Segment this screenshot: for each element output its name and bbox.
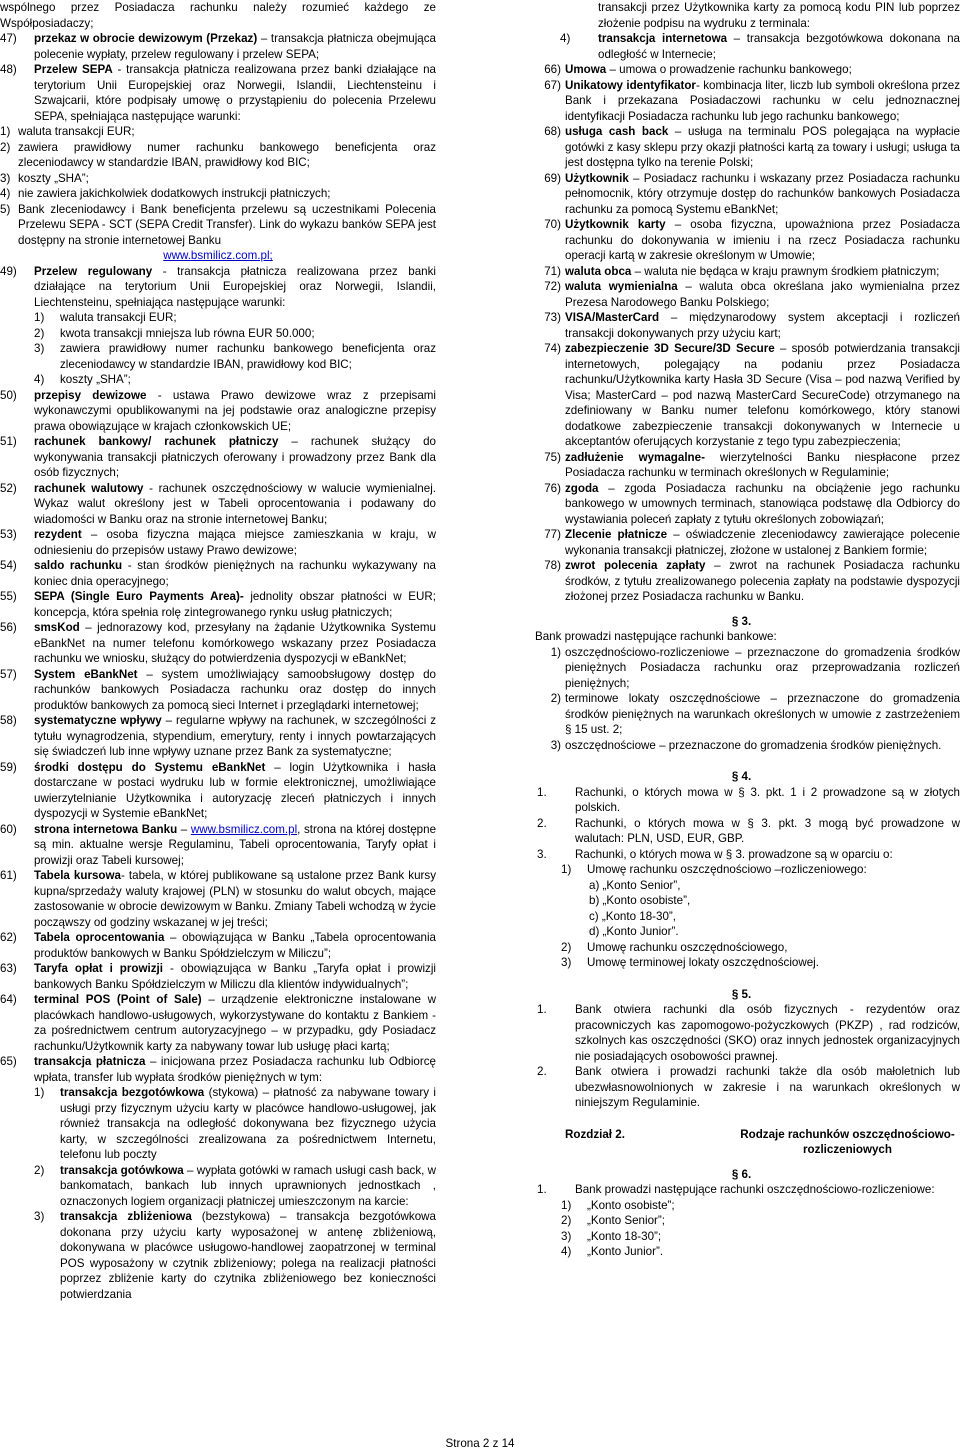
list-item: 72) waluta wymienialna – waluta obca określana jako wymienialna przez Prezesa Narodowego Banku Polskiego; (544, 280, 960, 309)
list-item: 59) środki dostępu do Systemu eBankNet – login Użytkownika i hasła dostarczane w postaci wydruku lub w formie elektronicznej, umożliwiające uwierzytelnianie Użytkownika i autoryzację zleceń płatniczych i innych dyspozycji w Systemie eBankNet; (0, 760, 437, 820)
section-heading: § 5. (731, 987, 752, 1001)
sub-item: 2) kwota transakcji mniejsza lub równa EUR 50.000; (34, 326, 315, 340)
sub-item: 3) Umowę terminowej lokaty oszczędnościowej. (561, 956, 819, 969)
list-item: 64) terminal POS (Point of Sale) – urządzenie elektroniczne instalowane w placówkach handlowo-usługowych, wykorzystywane do kontaktu z Bankiem - za pośrednictwem centrum autoryzacyjnego – w przypadku, gdy Posiadacz rachunku/Użytkownik karty za nabywany towar lub usługę płaci kartą; (0, 993, 436, 1053)
list-item: 4) transakcja internetowa – transakcja bezgotówkowa dokonana na odległość w Internecie; (560, 32, 960, 61)
list-item: 63) Taryfa opłat i prowizji - obowiązująca w Banku „Taryfa opłat i prowizji bankowych Banku Spółdzielczym w Miliczu dla klientów indywidualnych”; (0, 962, 437, 991)
list-item: 52) rachunek walutowy - rachunek oszczędnościowy w walucie wymienialnej. Wykaz walut określony jest w Tabeli oprocentowania i podawany do wiadomości w Banku oraz na stronie internetowej Banku; (0, 481, 436, 526)
list-item: 58) systematyczne wpływy – regularne wpływy na rachunek, w szczególności z tytułu wynagrodzenia, stypendium, emerytury, renty i innych powtarzających się świadczeń lub inne wpływy uznane przez Bank za systematyczne; (0, 714, 436, 758)
list-item: 68) usługa cash back – usługa na terminalu POS polegająca na wypłacie gotówki z kasy sklepu przy okazji płatności kartą za towary i usługi; usługa ta jest dostępna tylko na terenie Polski; (544, 125, 960, 169)
list-item: 1) oszczędnościowo-rozliczeniowe – przeznaczone do gromadzenia środków pieniężnych Posiadacza rachunku oraz przeprowadzania rozliczeń pieniężnych; (550, 645, 960, 690)
sub-item: 1) waluta transakcji EUR; (34, 311, 177, 324)
list-item: 73) VISA/MasterCard – międzynarodowy system akceptacji i rozliczeń transakcji dokonywanych przy użyciu kart; (544, 311, 960, 340)
list-item: 67) Unikatowy identyfikator- kombinacja liter, liczb lub symboli określona przez Bank i przekazana Posiadaczowi rachunku w celu jednoznacznej identyfikacji Posiadacza rachunku lub jego rachunku bankowego; (544, 78, 960, 123)
list-item: 62) Tabela oprocentowania – obowiązująca w Banku „Tabela oprocentowania produktów bankowych w Banku Spółdzielczym w Miliczu”; (0, 931, 436, 960)
sub-item: 1) Umowę rachunku oszczędnościowo –rozliczeniowego: (561, 863, 867, 876)
list-item: 1. Rachunki, o których mowa w § 3. pkt. 1 i 2 prowadzone są w złotych polskich. (537, 785, 960, 814)
sub-item: 4) „Konto Junior”. (561, 1245, 664, 1258)
list-item: 1. Bank otwiera rachunki dla osób fizycznych - rezydentów oraz pracowniczych kas zapomogowo-pożyczkowych (PKZP) , rad rodziców, szkolnych kas oszczędności (SKO) oraz innych jednostek organizacyjnych nie posiadających osobowości prawnej. (537, 1003, 960, 1063)
list-item: 1. Bank prowadzi następujące rachunki oszczędnościowo-rozliczeniowe: (537, 1183, 935, 1196)
sub-item: 4) koszty „SHA”; (34, 373, 131, 386)
sub-item: 2) zawiera prawidłowy numer rachunku bankowego beneficjenta oraz zleceniodawcy w standardzie IBAN, prawidłowy kod BIC; (0, 140, 436, 169)
list-item: 2. Rachunki, o których mowa w § 3. pkt. 3 mogą być prowadzone w walutach: PLN, USD, EUR, GBP. (537, 816, 960, 845)
list-item: 77) Zlecenie płatnicze – oświadczenie zleceniodawcy zawierające polecenie wykonania transakcji płatniczej, złożone w ustalonej z Bankiem formie; (544, 528, 960, 557)
list-item: 75) zadłużenie wymagalne- wierzytelności Banku niespłacone przez Posiadacza rachunku w terminach określonych w Regulaminie; (544, 450, 960, 479)
sub-sub-item: a) „Konto Senior”, (589, 878, 681, 892)
sub-sub-item: b) „Konto osobiste”, (589, 894, 691, 907)
sub-item: 5) Bank zleceniodawcy i Bank beneficjenta przelewu są uczestnikami Polecenia Przelewu SEPA - SCT (SEPA Credit Transfer). Link do wykazu banków SEPA jest dostępny na stronie internetowej Banku (0, 202, 436, 247)
sub-item: 3) „Konto 18-30”; (561, 1229, 662, 1243)
list-item: 76) zgoda – zgoda Posiadacza rachunku na obciążenie jego rachunku bankowego w umownych terminach, stanowiąca podstawę dla Odbiorcy do wystawiania poleceń zapłaty z tytułu określonych zobowiązań; (544, 481, 960, 526)
sub-item: 1) „Konto osobiste”; (561, 1198, 675, 1212)
sub-item: 1) waluta transakcji EUR; (0, 125, 135, 138)
section-heading: § 4. (731, 770, 752, 783)
list-item: 78) zwrot polecenia zapłaty – zwrot na rachunek Posiadacza rachunku środków, z tytułu zrealizowanego polecenia zapłaty na podstawie dyspozycji złożonej przez Posiadacza rachunku w Banku. (544, 559, 960, 603)
list-item: 3. Rachunki, o których mowa w § 3. prowadzone są w oparciu o: (537, 847, 893, 861)
list-item: 51) rachunek bankowy/ rachunek płatniczy – rachunek służący do wykonywania transakcji płatniczych oferowany i prowadzony przez Bank dla osób fizycznych; (0, 435, 436, 479)
list-item: 74) zabezpieczenie 3D Secure/3D Secure – sposób potwierdzania transakcji internetowych, polegający na podaniu przez Posiadacza rachunku/Użytkownika karty Hasła 3D Secure (Visa – pod nazwą Verified by Visa; MasterCard – pod nazwą MasterCard SecureCode) otrzymanego na zdefiniowany w Banku numer telefonu komórkowego, który stanowi dodatkowe zabezpieczenie transakcji dokonywanych w Internecie u akceptantów oferujących korzystanie z tego typu zabezpieczenia; (544, 342, 960, 448)
list-item: 65) transakcja płatnicza – inicjowana przez Posiadacza rachunku lub Odbiorcę wpłata, transfer lub wypłata środków pieniężnych w tym: (0, 1055, 436, 1084)
sub-sub-item: c) „Konto 18-30”, (589, 909, 676, 923)
sub-item: 2) „Konto Senior”; (561, 1214, 665, 1227)
sub-item: 2) Umowę rachunku oszczędnościowego, (561, 940, 788, 954)
sub-item: 4) nie zawiera jakichkolwiek dodatkowych instrukcji płatniczych; (0, 187, 331, 200)
list-item: 55) SEPA (Single Euro Payments Area)- jednolity obszar płatności w EUR; koncepcja, która spełnia rolę zintegrowanego rynku usług płatniczych; (0, 590, 436, 619)
section-heading: § 3. (731, 614, 752, 628)
list-item: 49) Przelew regulowany - transakcja płatnicza realizowana przez banki działające na terytorium Unii Europejskiej oraz Norwegii, Islandii, Liechtensteinu, spełniająca następujące warunki: (0, 264, 436, 309)
list-item: 53) rezydent – osoba fizyczna mająca miejsce zamieszkania w kraju, w odniesieniu do przepisów ustawy Prawo dewizowe; (0, 528, 436, 557)
bank-website-link[interactable]: www.bsmilicz.com.pl (190, 822, 298, 836)
section-heading: § 6. (731, 1167, 752, 1181)
sub-item: 3) transakcja zbliżeniowa (bezstykowa) – transakcja bezgotówkowa dokonana przy użyciu karty wyposażonej w antenę zbliżeniową, dokonywana w placówce usługowo-handlowej zaopatrzonej w terminal POS wyposażony w czytnik zbliżeniowy; polega na realizacji płatności poprzez zbliżenie karty do czytnika zbliżeniowego bez konieczności potwierdzania (34, 1210, 436, 1301)
sub-item: 3) zawiera prawidłowy numer rachunku bankowego beneficjenta oraz zleceniodawcy w standardzie IBAN, prawidłowy kod BIC; (34, 342, 436, 371)
list-item: 57) System eBankNet – system umożliwiający samoobsługowy dostęp do rachunków bankowych Posiadacza rachunku oraz dostęp do innych produktów bankowych za pomocą sieci Internet i przeglądarki internetowej; (0, 667, 436, 712)
list-item: 61) Tabela kursowa- tabela, w której publikowane są ustalone przez Bank kursy kupna/sprzedaży waluty krajowej (PLN) w stosunku do walut obcych, mające zastosowanie w obrocie dewizowym w Banku. Zmiany Tabeli wchodzą w życie począwszy od godziny wskazanej w jej treści; (0, 869, 436, 929)
chapter-heading: Rozdział 2. Rodzaje rachunków oszczędnościowo-rozliczeniowych (565, 1127, 955, 1156)
list-item: 3) oszczędnościowe – przeznaczone do gromadzenia środków pieniężnych. (550, 738, 942, 752)
list-item: 69) Użytkownik – Posiadacz rachunku i wskazany przez Posiadacza rachunku pełnomocnik, który otrzymuje dostęp do rachunków bankowych Posiadacza rachunku za pomocą Systemu eBankNet; (544, 171, 960, 216)
right-column (523, 0, 960, 1260)
bank-website-link[interactable]: www.bsmilicz.com.pl; (163, 249, 273, 262)
list-item: 56) smsKod – jednorazowy kod, przesyłany na żądanie Użytkownika Systemu eBankNet na numer telefonu komórkowego wskazany przez Posiadacza rachunku we wniosku, służący do potwierdzenia dyspozycji w eBankNet; (0, 621, 436, 665)
intro-text: wspólnego przez Posiadacza rachunku należy rozumieć każdego ze Współposiadaczy; (0, 1, 436, 30)
left-column (0, 0, 436, 1302)
list-item: 2) terminowe lokaty oszczędnościowe – przeznaczone do gromadzenia środków pieniężnych na warunkach określonych w umowie z zastrzeżeniem § 15 ust. 2; (550, 692, 960, 736)
sub-item: 3) koszty „SHA”; (0, 171, 89, 185)
sub-item: 1) transakcja bezgotówkowa (stykowa) – płatność za nabywane towary i usługi przy fizycznym użyciu karty w placówce handlowo-usługowej, jak również transakcja na odległość dokonywana bez fizycznego użycia karty, w szczególności zrealizowana za pośrednictwem Internetu, telefonu lub poczty (34, 1086, 436, 1161)
section-intro: Bank prowadzi następujące rachunki bankowe: (535, 630, 777, 643)
list-item: 60) strona internetowa Banku – www.bsmilicz.com.pl, strona na której dostępne są min. aktualne wersje Regulaminu, Tabeli oprocentowania, Taryfy opłat i prowizji oraz Tabeli kursowej; (0, 822, 437, 867)
continued-text: transakcji przez Użytkownika karty za pomocą kodu PIN lub poprzez złożenie podpisu na wydruku z terminala: (598, 1, 960, 30)
list-item: 70) Użytkownik karty – osoba fizyczna, upoważniona przez Posiadacza rachunku do dokonywania w imieniu i na rzecz Posiadacza rachunku operacji kartą w zakresie określonym w Umowie; (544, 218, 960, 262)
sub-sub-item: d) „Konto Junior”. (589, 925, 679, 938)
list-item: 2. Bank otwiera i prowadzi rachunki także dla osób małoletnich lub ubezwłasnowolnionych w zakresie i na warunkach określonych w niniejszym Regulaminie. (537, 1065, 960, 1109)
sub-item: 2) transakcja gotówkowa – wypłata gotówki w ramach usługi cash back, w bankomatach, bankach lub innych uprawnionych jednostkach , oznaczonych logiem organizacji płatniczej umieszczonym na karcie: (34, 1163, 436, 1208)
list-item: 50) przepisy dewizowe - ustawa Prawo dewizowe wraz z przepisami wykonawczymi opublikowanymi na jej podstawie oraz analogiczne przepisy prawa obowiązujące w krajach członkowskich UE; (0, 388, 436, 433)
list-item: 54) saldo rachunku - stan środków pieniężnych na rachunku wykazywany na koniec dnia operacyjnego; (0, 559, 436, 588)
list-item: 66) Umowa – umowa o prowadzenie rachunku bankowego; (544, 63, 852, 76)
list-item: 71) waluta obca – waluta nie będąca w kraju prawnym środkiem płatniczym; (544, 264, 940, 278)
page-number: Strona 2 z 14 (445, 1437, 515, 1450)
list-item: 48) Przelew SEPA - transakcja płatnicza realizowana przez banki działające na terytorium Unii Europejskiej oraz Norwegii, Islandii, Liechtensteinu i Szwajcarii, które podpisały umowę o przystąpieniu do polecenia Przelewu SEPA, spełniająca następujące warunki: (0, 63, 437, 123)
list-item: 47) przekaz w obrocie dewizowym (Przekaz) – transakcja płatnicza obejmująca polecenie wypłaty, przelew regulowany i przelew SEPA; (0, 32, 436, 61)
